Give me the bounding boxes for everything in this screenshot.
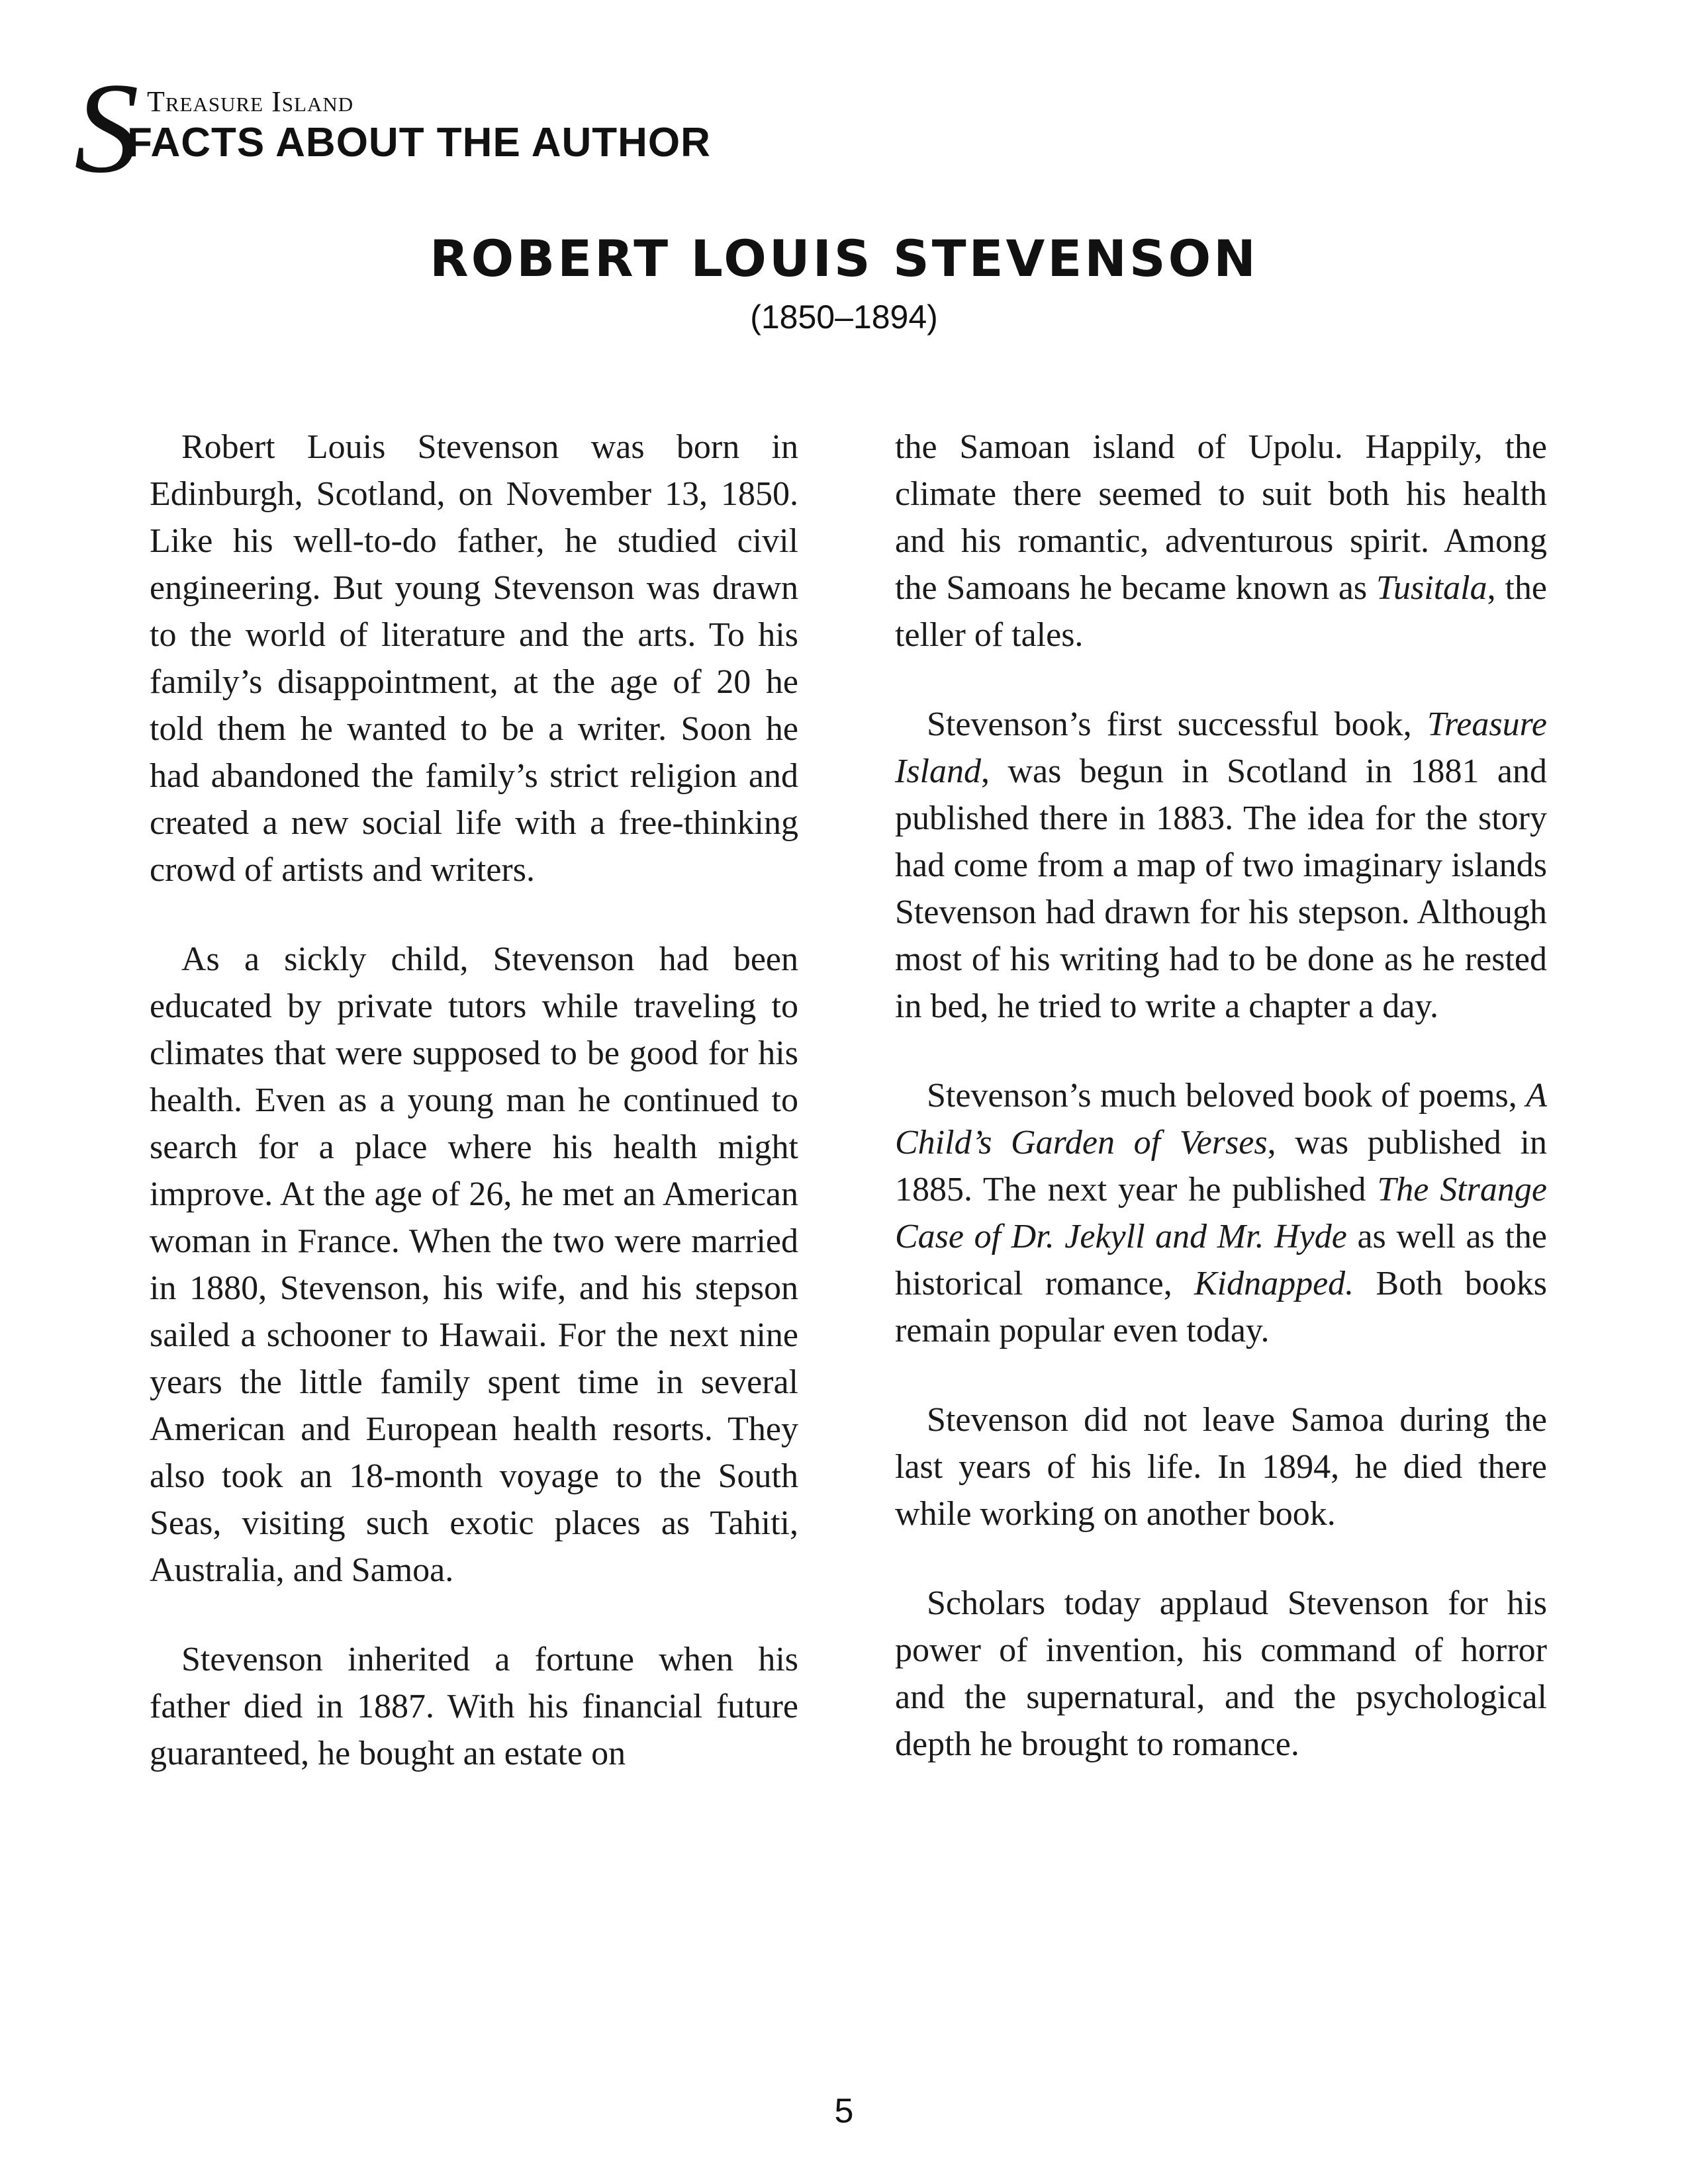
text-run: the Samoan island of Upolu. Happily, the climate there seemed to suit both his health and his romantic, adventurous spirit. Among the Samoans he became known as bbox=[895, 428, 1547, 607]
series-title: Treasure Island bbox=[147, 85, 354, 118]
italic-title: The Strange Case of Dr. Jekyll and Mr. Hyde bbox=[895, 1171, 1548, 1255]
text-run: Stevenson’s much beloved book of poems, bbox=[927, 1077, 1526, 1115]
paragraph: Stevenson inherited a fortune when his father died in 1887. With his financial future guaranteed, he bought an estate on bbox=[150, 1641, 798, 1772]
paragraph bbox=[895, 701, 1547, 1030]
text-run: Both books remain popular even today. bbox=[895, 1265, 1547, 1349]
text-run: , was published in 1885. The next year he published bbox=[895, 1124, 1547, 1208]
page-number: 5 bbox=[834, 2092, 854, 2130]
text-run: as well as the historical romance, bbox=[895, 1218, 1547, 1302]
paragraph: Robert Louis Stevenson was born in Edinburgh, Scotland, on November 13, 1850. Like his well-to-do father, he studied civil engineering. But young Stevenson was drawn to the world of literature and the arts. To his family’s disappointment, at the age of 20 he told them he wanted to be a writer. Soon he had abandoned the family’s strict religion and created a new social life with a free-thinking crowd of artists and writers. bbox=[150, 428, 798, 889]
text-run: , was begun in Scotland in 1881 and published there in 1883. The idea for the story had come from a map of two imaginary islands Stevenson had drawn for his stepson. Although most of his writing had to be done as he rested in bed, he tried to write a chapter a day. bbox=[895, 752, 1547, 1025]
right-column bbox=[895, 424, 1547, 1810]
page-title: ROBERT LOUIS STEVENSON bbox=[430, 229, 1258, 288]
italic-title: Treasure Island bbox=[895, 705, 1547, 790]
paragraph bbox=[895, 1072, 1547, 1354]
paragraph bbox=[895, 424, 1547, 659]
left-column bbox=[150, 424, 798, 1819]
text-run: , the teller of tales. bbox=[895, 569, 1547, 654]
series-logo-icon: S bbox=[74, 56, 139, 200]
paragraph: As a sickly child, Stevenson had been educated by private tutors while traveling to climates that were supposed to be good for his health. Even as a young man he continued to search for a place where his health might improve. At the age of 26, he met an American woman in France. When the two were married in 1880, Stevenson, his wife, and his stepson sailed a schooner to Hawaii. For the next nine years the little family spent time in several American and European health resorts. They also took an 18-month voyage to the South Seas, visiting such exotic places as Tahiti, Australia, and Samoa. bbox=[150, 940, 798, 1589]
italic-title: A Child’s Garden of Verses bbox=[895, 1077, 1547, 1161]
text-run: Stevenson’s first successful book, bbox=[927, 705, 1427, 743]
italic-title: Kidnapped. bbox=[1194, 1265, 1354, 1302]
section-title: FACTS ABOUT THE AUTHOR bbox=[127, 120, 711, 165]
paragraph: Scholars today applaud Stevenson for his power of invention, his command of horror and the supernatural, and the psychological depth he brought to romance. bbox=[895, 1584, 1547, 1763]
author-dates: (1850–1894) bbox=[750, 298, 938, 336]
italic-title: Tusitala bbox=[1376, 569, 1487, 607]
paragraph: Stevenson did not leave Samoa during the last years of his life. In 1894, he died there while working on another book. bbox=[895, 1401, 1547, 1533]
